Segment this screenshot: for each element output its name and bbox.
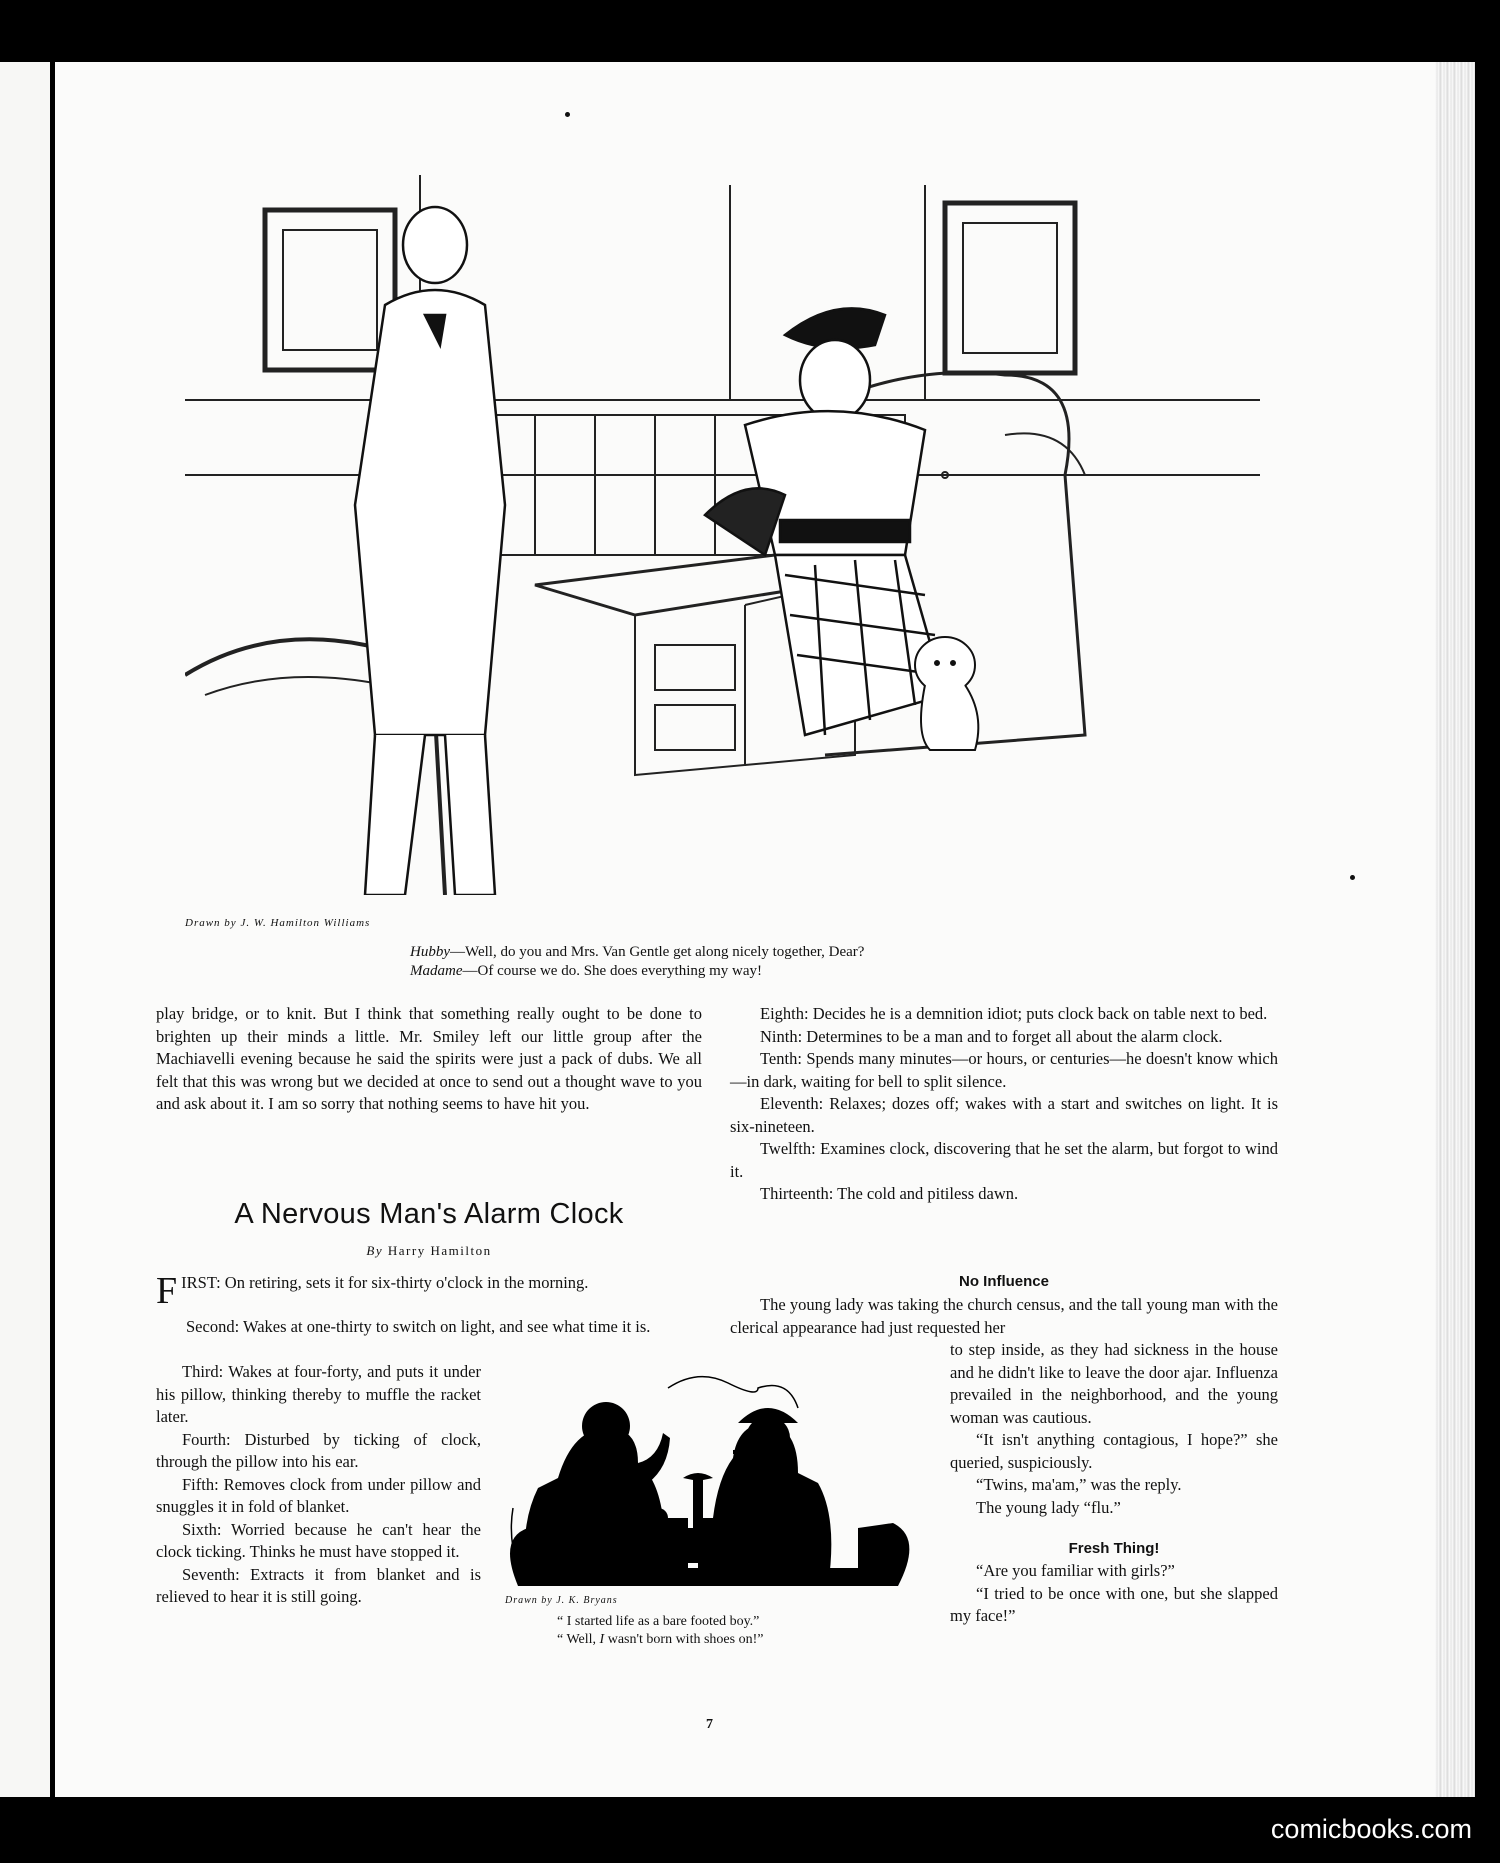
step-eighth: Eighth: Decides he is a demnition idiot; puts clock back on table next to bed. xyxy=(760,1004,1268,1023)
step-ninth: Ninth: Determines to be a man and to forget all about the alarm clock. xyxy=(760,1026,1223,1046)
no-influence-para-start: The young lady was taking the church census, and the tall young man with the clerical appearance had just requested her xyxy=(730,1295,1278,1337)
no-influence-narrow xyxy=(950,1339,1278,1519)
drop-cap: F xyxy=(156,1270,178,1312)
step-fourth: Fourth: Disturbed by ticking of clock, through the pillow into his ear. xyxy=(156,1429,481,1471)
byline-author: Harry Hamilton xyxy=(387,1243,492,1258)
step-thirteenth: Thirteenth: The cold and pitiless dawn. xyxy=(760,1184,1019,1203)
speaker-madame: Madame xyxy=(410,963,463,979)
speaker-hubby: Hubby xyxy=(410,944,450,960)
watermark: comicbooks.com xyxy=(1270,1814,1472,1844)
print-speck xyxy=(565,112,570,117)
caption-text-hubby: —Well, do you and Mrs. Van Gentle get along nicely together, Dear? xyxy=(450,944,865,960)
silhouette-cartoon xyxy=(498,1368,923,1586)
fresh-thing-q1: “Are you familiar with girls?” xyxy=(976,1561,1175,1580)
step-sixth: Sixth: Worried because he can't hear the clock ticking. Thinks he must have stopped it. xyxy=(156,1519,481,1561)
caption-text-madame: —Of course we do. She does everything my way! xyxy=(462,963,763,979)
caption-line-hubby xyxy=(410,943,864,962)
left-page-edge xyxy=(0,62,50,1797)
first-step-text: IRST: On retiring, sets it for six-thirty o'clock in the morning. xyxy=(181,1273,589,1292)
no-influence-q1: “It isn't anything contagious, I hope?” she queried, suspiciously. xyxy=(950,1430,1278,1472)
step-seventh: Seventh: Extracts it from blanket and is relieved to hear it is still going. xyxy=(156,1564,481,1606)
article-narrow-steps xyxy=(156,1361,481,1609)
step-fifth: Fifth: Removes clock from under pillow and snuggles it in fold of blanket. xyxy=(156,1474,481,1516)
no-influence-para-cont: to step inside, as they had sickness in the house and he didn't like to leave the door ajar. Influenza prevailed in the neighborhood, and the young woman was cautious. xyxy=(950,1340,1278,1427)
article-second-step xyxy=(156,1316,702,1339)
page-number: 7 xyxy=(706,1717,713,1732)
article-right-steps xyxy=(730,1003,1278,1206)
no-influence-q3: The young lady “flu.” xyxy=(976,1497,1121,1517)
silhouette-credit: Drawn by J. K. Bryans xyxy=(505,1595,618,1606)
fresh-thing-q2: “I tried to be once with one, but she slapped my face!” xyxy=(950,1583,1278,1625)
silhouette-line-2-end: wasn't born with shoes on!” xyxy=(604,1632,764,1647)
silhouette-line-2-emphasis: I xyxy=(599,1632,605,1647)
silhouette-caption xyxy=(557,1613,763,1649)
article-byline xyxy=(156,1243,702,1259)
fresh-thing-heading: Fresh Thing! xyxy=(1068,1540,1160,1557)
article-first-step xyxy=(156,1270,702,1312)
step-third: Third: Wakes at four-forty, and puts it under his pillow, thinking thereby to muffle the racket later. xyxy=(156,1362,481,1426)
silhouette-line-1: “ I started life as a bare footed boy.” xyxy=(557,1614,760,1629)
continued-text: play bridge, or to knit. But I think that something really ought to be done to brighten up their minds a little. Mr. Smiley left our little group after the Machiavelli evening because he said the spirits were just a pack of dubs. We all felt that this was wrong but we decided at once to send out a thought wave to you and ask about it. I am so sorry that nothing seems to have hit you. xyxy=(156,1004,702,1113)
illustration-caption xyxy=(410,943,864,981)
no-influence-wide xyxy=(730,1294,1278,1339)
step-tenth: Tenth: Spends many minutes—or hours, or centuries—he doesn't know which—in dark, waiting for bell to split silence. xyxy=(730,1049,1278,1091)
no-influence-q2: “Twins, ma'am,” was the reply. xyxy=(976,1475,1182,1494)
silhouette-line-2-start: “ Well, xyxy=(557,1632,600,1647)
continued-paragraph xyxy=(156,1003,702,1116)
print-speck xyxy=(1350,875,1355,880)
illustration-credit: Drawn by J. W. Hamilton Williams xyxy=(185,917,371,929)
page-stack-edges xyxy=(1435,62,1475,1797)
step-eleventh: Eleventh: Relaxes; dozes off; wakes with a start and switches on light. It is six-nineteen. xyxy=(730,1094,1278,1136)
caption-line-madame xyxy=(410,962,864,981)
article-title: A Nervous Man's Alarm Clock xyxy=(234,1198,624,1230)
step-twelfth: Twelfth: Examines clock, discovering that he set the alarm, but forgot to wind it. xyxy=(730,1139,1278,1181)
no-influence-heading: No Influence xyxy=(958,1273,1049,1290)
second-step-text: Second: Wakes at one-thirty to switch on light, and see what time it is. xyxy=(186,1317,651,1336)
byline-by: By xyxy=(366,1243,384,1258)
silhouette-line-2 xyxy=(557,1631,763,1649)
drawing-parlor-scene xyxy=(185,175,1260,895)
fresh-thing-body xyxy=(950,1560,1278,1628)
